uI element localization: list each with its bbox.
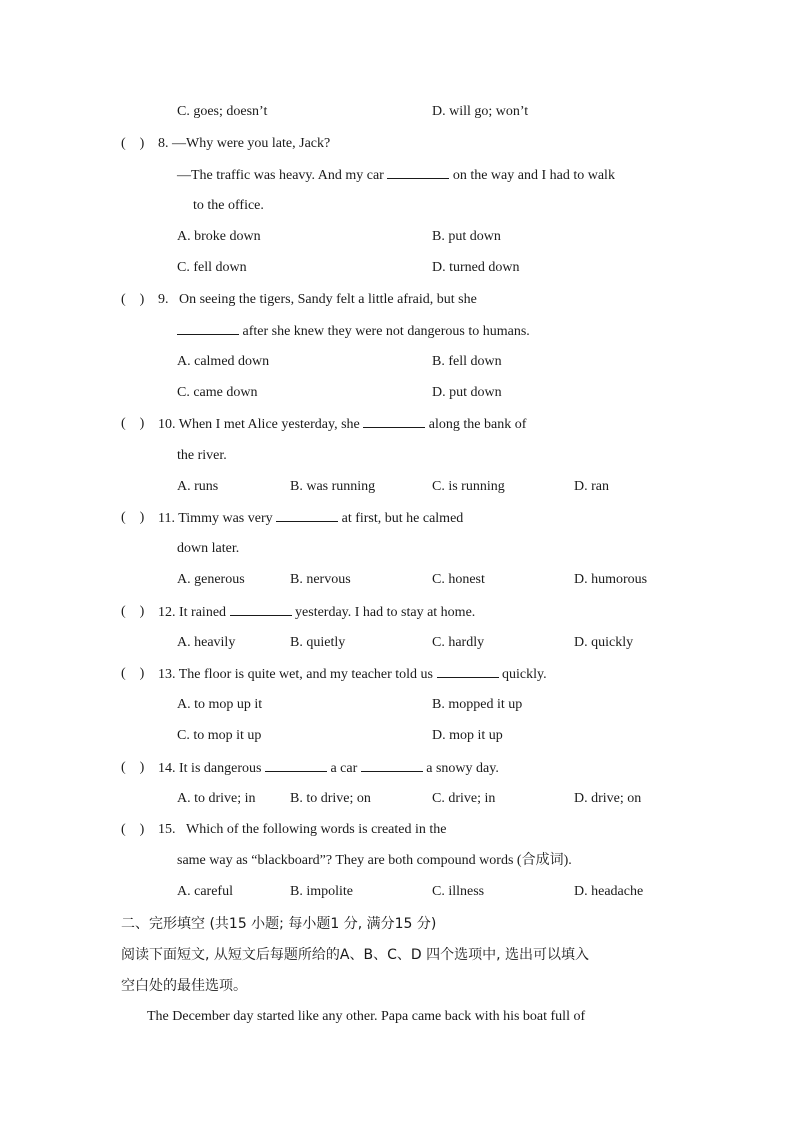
q11-option-c: C. honest xyxy=(432,572,485,587)
q12-answer-paren: ( ) xyxy=(121,604,145,619)
section2-instruction-line1: 阅读下面短文, 从短文后每题所给的A、B、C、D 四个选项中, 选出可以填入 xyxy=(121,947,589,963)
q13-stem-line1 xyxy=(158,665,547,684)
q8-stem-text-a: —The traffic was heavy. And my car xyxy=(177,168,384,183)
q8-option-c: C. fell down xyxy=(177,260,247,275)
q13-blank xyxy=(437,665,499,678)
q10-option-c: C. is running xyxy=(432,479,505,494)
q14-option-a: A. to drive; in xyxy=(177,791,256,806)
q9-stem-line1: 9. On seeing the tigers, Sandy felt a little afraid, but she xyxy=(158,292,477,307)
q9-blank xyxy=(177,322,239,335)
q12-option-d: D. quickly xyxy=(574,635,634,650)
q12-stem-text-b: yesterday. I had to stay at home. xyxy=(295,605,476,620)
q8-stem-text-b: on the way and I had to walk xyxy=(452,168,615,183)
q11-answer-paren: ( ) xyxy=(121,510,145,525)
q15-option-d: D. headache xyxy=(574,884,644,899)
q10-option-b: B. was running xyxy=(290,479,376,494)
q8-option-a: A. broke down xyxy=(177,229,261,244)
q13-option-a: A. to mop up it xyxy=(177,697,263,712)
q11-stem-text-a: 11. Timmy was very xyxy=(158,511,273,526)
q13-stem-text-b: quickly. xyxy=(502,667,547,682)
q7-option-d: D. will go; won’t xyxy=(432,104,529,119)
q13-answer-paren: ( ) xyxy=(121,666,145,681)
q11-option-d: D. humorous xyxy=(574,572,648,587)
section2-instruction-line2: 空白处的最佳选项。 xyxy=(121,978,247,994)
q11-stem-text-b: at first, but he calmed xyxy=(341,511,464,526)
q9-option-c: C. came down xyxy=(177,385,258,400)
q10-stem-line2: the river. xyxy=(177,448,227,463)
q10-option-a: A. runs xyxy=(177,479,219,494)
q14-blank-2 xyxy=(361,759,423,772)
q14-option-c: C. drive; in xyxy=(432,791,496,806)
q14-stem-line1 xyxy=(158,759,499,778)
q12-option-b: B. quietly xyxy=(290,635,346,650)
q13-option-d: D. mop it up xyxy=(432,728,503,743)
q11-stem-line2: down later. xyxy=(177,541,240,556)
q10-option-d: D. ran xyxy=(574,479,609,494)
q7-option-c: C. goes; doesn’t xyxy=(177,104,268,119)
q11-option-b: B. nervous xyxy=(290,572,351,587)
q10-stem-text-b: along the bank of xyxy=(428,417,527,432)
q13-stem-text-a: 13. The floor is quite wet, and my teacher told us xyxy=(158,667,434,682)
q8-option-b: B. put down xyxy=(432,229,501,244)
q12-blank xyxy=(230,603,292,616)
q12-option-c: C. hardly xyxy=(432,635,485,650)
q9-stem-line2 xyxy=(177,322,530,341)
q11-option-a: A. generous xyxy=(177,572,245,587)
q11-blank xyxy=(276,509,338,522)
q14-option-b: B. to drive; on xyxy=(290,791,371,806)
q10-stem-text-a: 10. When I met Alice yesterday, she xyxy=(158,417,360,432)
q10-answer-paren: ( ) xyxy=(121,416,145,431)
q14-stem-text-c: a snowy day. xyxy=(426,761,499,776)
q8-stem-line2 xyxy=(177,166,615,185)
q8-stem-line3: to the office. xyxy=(193,198,264,213)
passage-first-line: The December day started like any other. Papa came back with his boat full of xyxy=(147,1009,586,1024)
q9-option-d: D. put down xyxy=(432,385,502,400)
q9-option-b: B. fell down xyxy=(432,354,502,369)
q15-answer-paren: ( ) xyxy=(121,822,145,837)
q15-option-a: A. careful xyxy=(177,884,233,899)
q14-option-d: D. drive; on xyxy=(574,791,642,806)
q9-option-a: A. calmed down xyxy=(177,354,270,369)
q15-stem-line2: same way as “blackboard”? They are both compound words (合成词). xyxy=(177,853,572,868)
q8-answer-paren: ( ) xyxy=(121,136,145,151)
q10-blank xyxy=(363,415,425,428)
q10-stem-line1 xyxy=(158,415,526,434)
q15-option-c: C. illness xyxy=(432,884,485,899)
q14-stem-text-a: 14. It is dangerous xyxy=(158,761,262,776)
q14-blank-1 xyxy=(265,759,327,772)
q12-stem-text-a: 12. It rained xyxy=(158,605,227,620)
q12-option-a: A. heavily xyxy=(177,635,236,650)
q15-option-b: B. impolite xyxy=(290,884,353,899)
q13-option-b: B. mopped it up xyxy=(432,697,523,712)
q14-answer-paren: ( ) xyxy=(121,760,145,775)
section2-heading: 二、完形填空 (共15 小题; 每小题1 分, 满分15 分) xyxy=(121,916,437,932)
q8-blank xyxy=(387,166,449,179)
q13-option-c: C. to mop it up xyxy=(177,728,262,743)
q12-stem-line1 xyxy=(158,603,475,622)
q8-stem-line1: 8. —Why were you late, Jack? xyxy=(158,136,331,151)
q15-stem-line1: 15. Which of the following words is created in the xyxy=(158,822,447,837)
q9-stem-text: after she knew they were not dangerous to humans. xyxy=(242,324,530,339)
q8-option-d: D. turned down xyxy=(432,260,520,275)
q14-stem-text-b: a car xyxy=(330,761,358,776)
q9-answer-paren: ( ) xyxy=(121,292,145,307)
q11-stem-line1 xyxy=(158,509,463,528)
